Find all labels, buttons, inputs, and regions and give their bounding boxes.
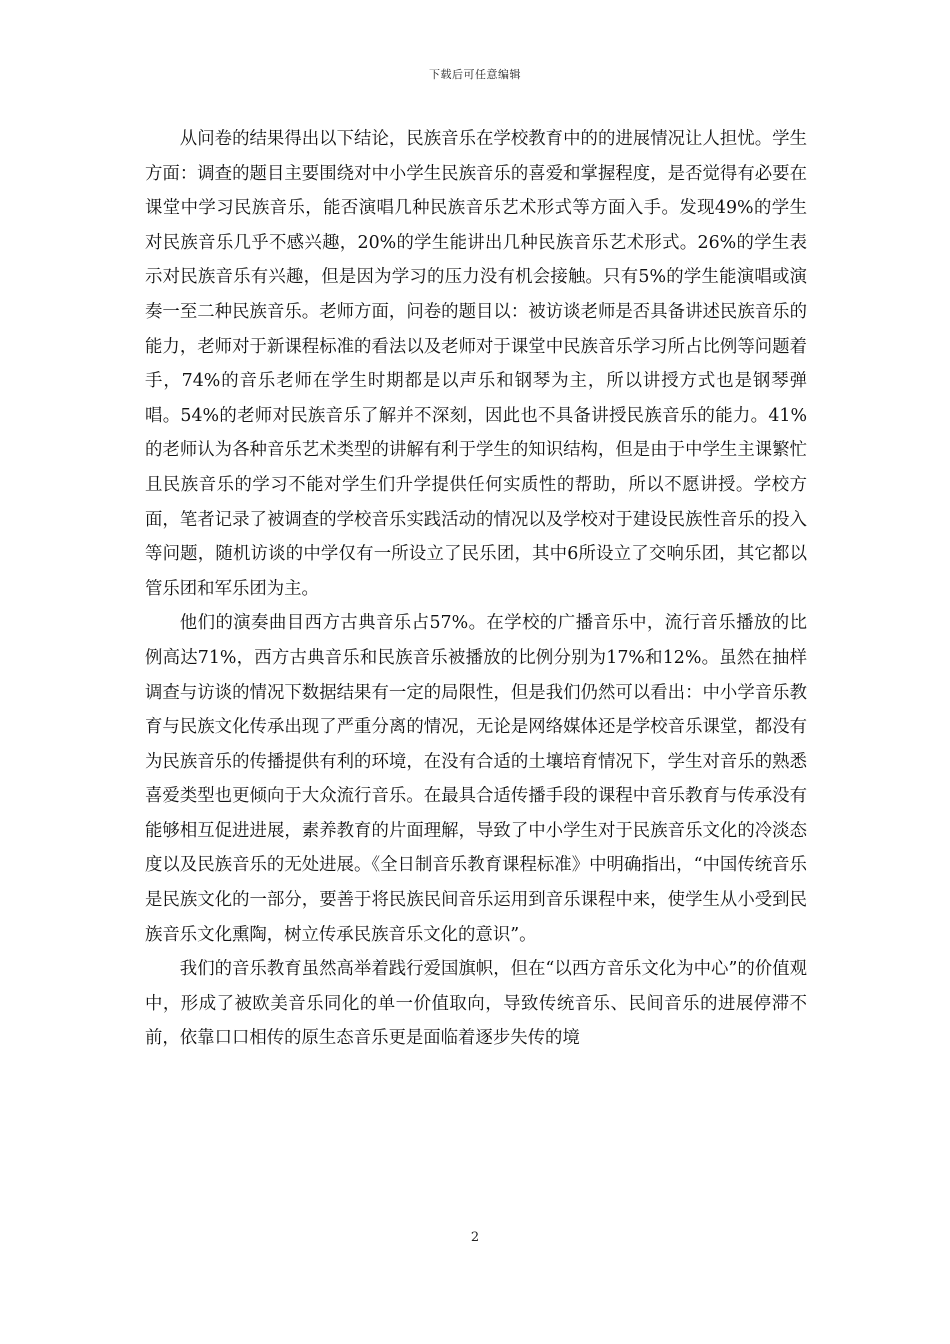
paragraph-music-education: 我们的音乐教育虽然高举着践行爱国旗帜，但在“以西方音乐文化为中心”的价值观中，形成了被欧美音乐同化的单一价值取向，导致传统音乐、民间音乐的进展停滞不前，依靠口口相传的原生态音乐更是面临着逐步失传的境 (145, 959, 807, 1049)
page-number: 2 (470, 1230, 480, 1245)
paragraph-repertoire: 他们的演奏曲目西方古典音乐占57%。在学校的广播音乐中，流行音乐播放的比例高达71%，西方古典音乐和民族音乐被播放的比例分别为17%和12%。虽然在抽样调查与访谈的情况下数据结果有一定的局限性，但是我们仍然可以看出：中小学音乐教育与民族文化传承出现了严重分离的情况，无论是网络媒体还是学校音乐课堂，都没有为民族音乐的传播提供有利的环境，在没有合适的土壤培育情况下，学生对音乐的熟悉喜爱类型也更倾向于大众流行音乐。在最具合适传播手段的课程中音乐教育与传承没有能够相互促进进展，素养教育的片面理解，导致了中小学生对于民族音乐文化的冷淡态度以及民族音乐的无处进展。《全日制音乐教育课程标准》中明确指出，“中国传统音乐是民族文化的一部分，要善于将民族民间音乐运用到音乐课程中来，使学生从小受到民族音乐文化熏陶，树立传承民族音乐文化的意识”。 (145, 613, 807, 945)
paragraph-survey-results: 从问卷的结果得出以下结论，民族音乐在学校教育中的的进展情况让人担忧。学生方面：调查的题目主要围绕对中小学生民族音乐的喜爱和掌握程度，是否觉得有必要在课堂中学习民族音乐，能否演唱几种民族音乐艺术形式等方面入手。发现49%的学生对民族音乐几乎不感兴趣，20%的学生能讲出几种民族音乐艺术形式。26%的学生表示对民族音乐有兴趣，但是因为学习的压力没有机会接触。只有5%的学生能演唱或演奏一至二种民族音乐。老师方面，问卷的题目以：被访谈老师是否具备讲述民族音乐的能力，老师对于新课程标准的看法以及老师对于课堂中民族音乐学习所占比例等问题着手，74%的音乐老师在学生时期都是以声乐和钢琴为主，所以讲授方式也是钢琴弹唱。54%的老师对民族音乐了解并不深刻，因此也不具备讲授民族音乐的能力。41%的老师认为各种音乐艺术类型的讲解有利于学生的知识结构，但是由于中学生主课繁忙且民族音乐的学习不能对学生们升学提供任何实质性的帮助，所以不愿讲授。学校方面，笔者记录了被调查的学校音乐实践活动的情况以及学校对于建设民族性音乐的投入等问题，随机访谈的中学仅有一所设立了民乐团，其中6所设立了交响乐团，其它都以管乐团和军乐团为主。 (145, 129, 807, 599)
page-header: 下载后可任意编辑 (429, 68, 521, 81)
body-text (145, 122, 807, 1056)
